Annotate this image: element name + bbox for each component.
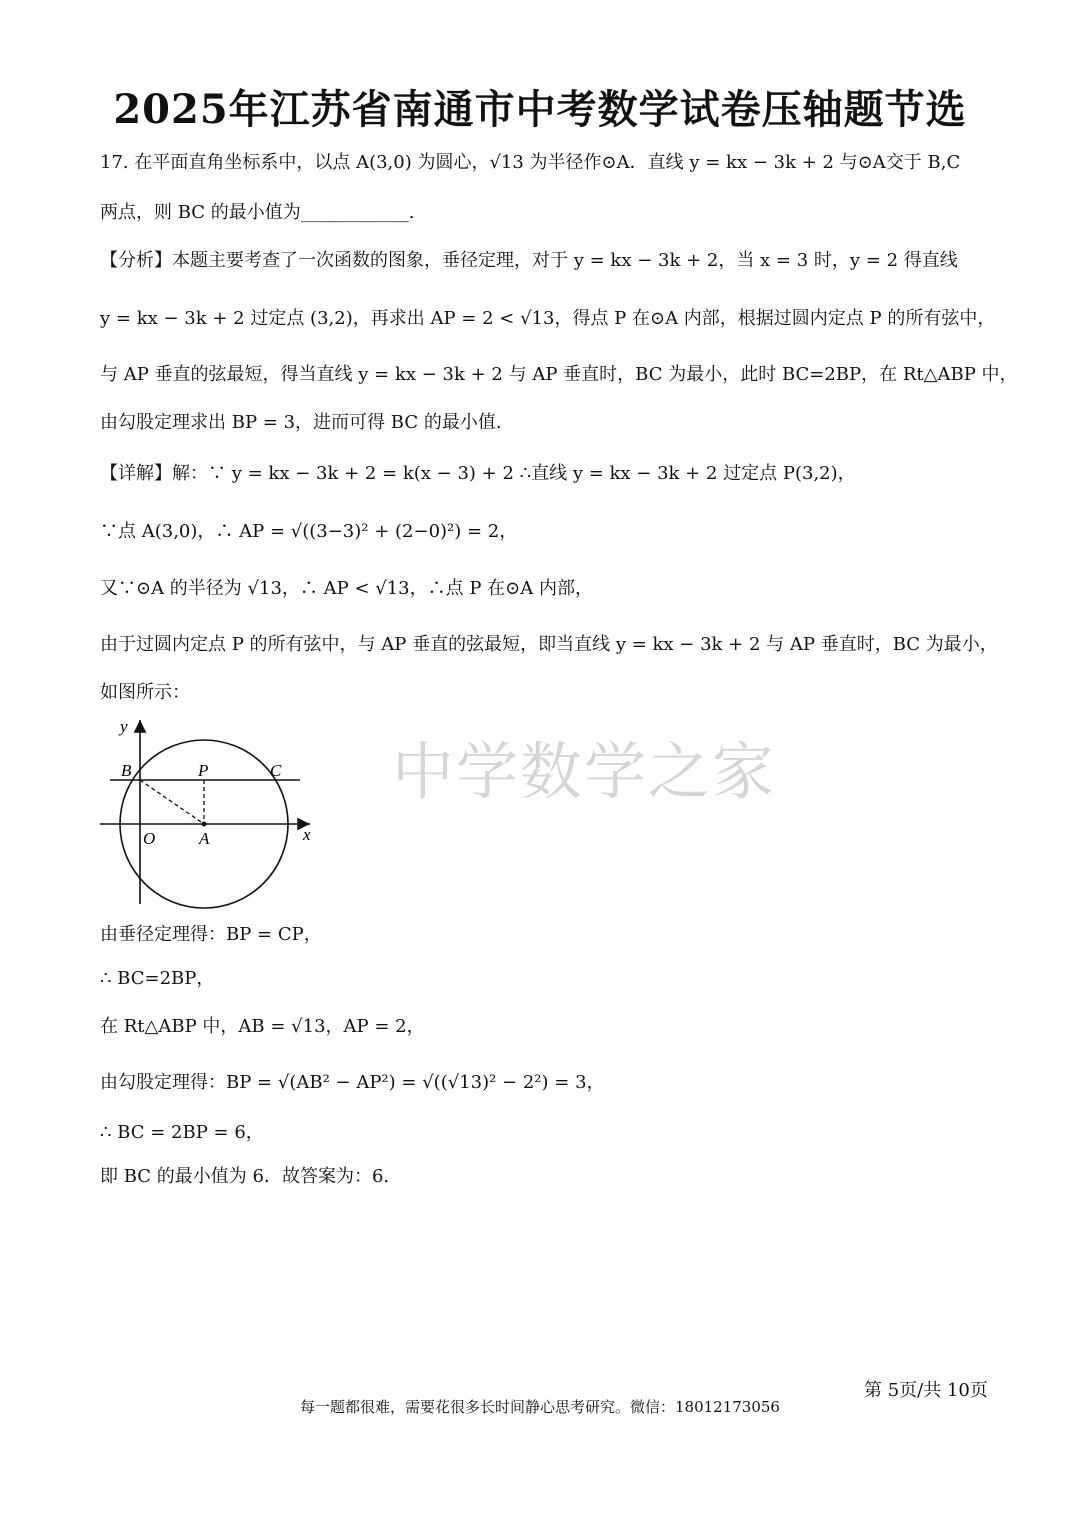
solution-line-8: 在 Rt△ABP 中，AB = √13，AP = 2，	[100, 1016, 425, 1037]
solution-line-1: 【详解】解：∵ y = kx − 3k + 2 = k(x − 3) + 2 ∴直线 y = kx − 3k + 2 过定点 P(3,2)，	[100, 463, 856, 484]
solution-line-10: ∴ BC = 2BP = 6，	[100, 1122, 264, 1143]
segment-ab	[140, 780, 204, 824]
label-c: C	[270, 761, 282, 780]
solution-line-9: 由勾股定理得：BP = √(AB² − AP²) = √((√13)² − 2²) = 3，	[100, 1072, 605, 1093]
point-a-dot	[202, 822, 207, 827]
watermark: 中学数学之家	[392, 735, 777, 808]
analysis-line-3: 与 AP 垂直的弦最短，得当直线 y = kx − 3k + 2 与 AP 垂直时，BC 为最小，此时 BC=2BP，在 Rt△ABP 中，	[100, 364, 1018, 385]
solution-line-3: 又∵⊙A 的半径为 √13，∴ AP < √13，∴点 P 在⊙A 内部，	[100, 578, 593, 599]
page-title: 2025年江苏省南通市中考数学试卷压轴题节选	[113, 86, 967, 133]
analysis-line-2: y = kx − 3k + 2 过定点 (3,2)，再求出 AP = 2 < √13，得点 P 在⊙A 内部，根据过圆内定点 P 的所有弦中，	[100, 308, 996, 329]
label-p: P	[198, 761, 209, 780]
solution-line-5: 如图所示：	[100, 682, 190, 703]
label-x: x	[303, 825, 311, 844]
problem-line-2: 两点，则 BC 的最小值为____________.	[100, 202, 415, 223]
analysis-line-1: 【分析】本题主要考查了一次函数的图象，垂径定理，对于 y = kx − 3k + 2，当 x = 3 时，y = 2 得直线	[100, 250, 958, 271]
problem-line-1: 17. 在平面直角坐标系中，以点 A(3,0) 为圆心，√13 为半径作⊙A．直线 y = kx − 3k + 2 与⊙A交于 B,C	[100, 152, 961, 173]
solution-line-4: 由于过圆内定点 P 的所有弦中，与 AP 垂直的弦最短，即当直线 y = kx − 3k + 2 与 AP 垂直时，BC 为最小，	[100, 634, 998, 655]
label-y: y	[120, 717, 128, 736]
footer-note: 每一题都很难，需要花很多长时间静心思考研究。微信：18012173056	[300, 1398, 780, 1416]
label-o: O	[143, 829, 156, 848]
label-b: B	[121, 761, 132, 780]
solution-line-11: 即 BC 的最小值为 6．故答案为：6.	[100, 1166, 390, 1187]
solution-line-7: ∴ BC=2BP，	[100, 968, 215, 989]
analysis-line-4: 由勾股定理求出 BP = 3，进而可得 BC 的最小值.	[100, 412, 502, 433]
solution-line-2: ∵点 A(3,0)，∴ AP = √((3−3)² + (2−0)²) = 2，	[100, 521, 518, 542]
solution-line-6: 由垂径定理得：BP = CP，	[100, 924, 322, 945]
geometry-diagram	[96, 712, 328, 912]
label-a: A	[199, 829, 210, 848]
page-number: 第 5页/共 10页	[864, 1380, 988, 1401]
